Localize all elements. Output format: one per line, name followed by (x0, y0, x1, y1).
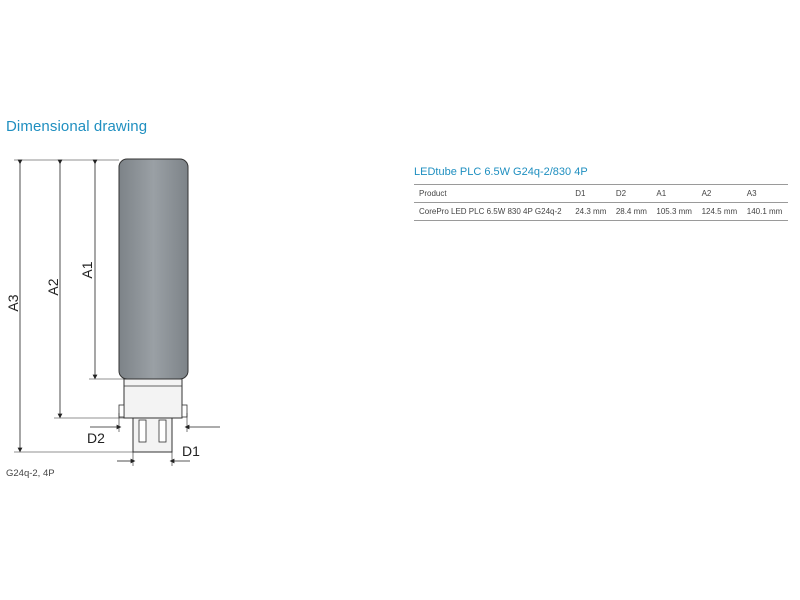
table-header-row (414, 185, 788, 203)
cell-a1: 105.3 mm (656, 207, 692, 216)
cell-a2: 124.5 mm (701, 207, 738, 216)
cell-product: CorePro LED PLC 6.5W 830 4P G24q-2 (419, 207, 562, 216)
header-a1: A1 (656, 189, 667, 198)
table-row (414, 203, 788, 221)
cell-d2: 28.4 mm (615, 207, 647, 216)
header-a3: A3 (746, 189, 757, 198)
label-d1: D1 (182, 443, 200, 459)
header-product: Product (419, 189, 447, 198)
header-a2: A2 (701, 189, 712, 198)
label-a2: A2 (45, 278, 61, 296)
dimensional-drawing (0, 150, 240, 480)
section-title: Dimensional drawing (6, 118, 148, 135)
lamp-base (124, 379, 182, 418)
header-d1: D1 (575, 189, 586, 198)
label-d2: D2 (87, 430, 105, 446)
drawing-caption: G24q-2, 4P (6, 468, 55, 479)
dimensions-table-block (414, 166, 794, 221)
header-d2: D2 (615, 189, 627, 198)
lamp-body (119, 159, 188, 379)
table-title: LEDtube PLC 6.5W G24q-2/830 4P (414, 166, 588, 178)
cell-a3: 140.1 mm (746, 207, 783, 216)
label-a3: A3 (5, 294, 21, 312)
label-a1: A1 (79, 261, 95, 279)
cell-d1: 24.3 mm (575, 207, 607, 216)
dimensions-table (414, 184, 788, 221)
